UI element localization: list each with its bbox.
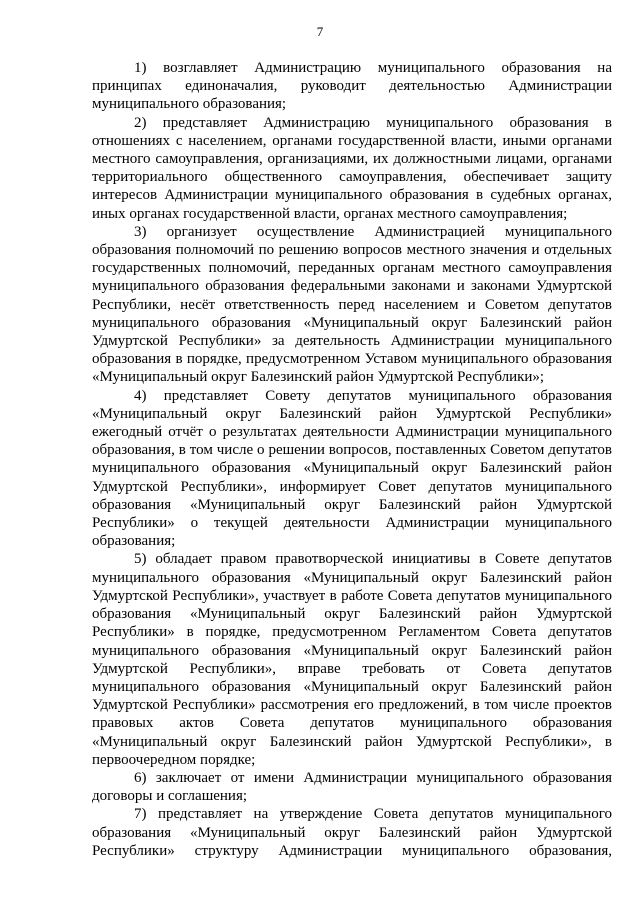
document-body [92, 59, 612, 860]
list-item-7: 7) представляет на утверждение Совета депутатов муниципального образования «Муниципальный округ Балезинский район Удмуртской Республики» структуру Администрации муниципального образования, [92, 806, 612, 859]
list-item-6: 6) заключает от имени Администрации муниципального образования договоры и соглашения; [92, 769, 612, 805]
list-item-1: 1) возглавляет Администрацию муниципального образования на принципах единоначалия, руководит деятельностью Администрации муниципального образования; [92, 60, 612, 113]
page-number: 7 [316, 24, 324, 39]
list-item-4: 4) представляет Совету депутатов муниципального образования «Муниципальный округ Балезинский район Удмуртской Республики» ежегодный отчёт о результатах деятельности Администрации муниципального образования, в том числе о решении вопросов, поставленных Советом депутатов муниципального образования «Муниципальный округ Балезинский район Удмуртской Республики», информирует Совет депутатов муниципального образования «Муниципальный округ Балезинский район Удмуртской Республики» о текущей деятельности Администрации муниципального образования; [92, 387, 612, 550]
list-item-2: 2) представляет Администрацию муниципального образования в отношениях с населением, органами государственной власти, иными органами местного самоуправления, организациями, их должностными лицами, органами территориального общественного самоуправления, обеспечивает защиту интересов Администрации муниципального образования в судебных органах, иных органах государственной власти, органах местного самоуправления; [92, 114, 612, 222]
list-item-5: 5) обладает правом правотворческой инициативы в Совете депутатов муниципального образования «Муниципальный округ Балезинский район Удмуртской Республики», участвует в работе Совета депутатов муниципального образования «Муниципальный округ Балезинский район Удмуртской Республики» в порядке, предусмотренном Регламентом Совета депутатов муниципального образования «Муниципальный округ Балезинский район Удмуртской Республики», вправе требовать от Совета депутатов муниципального образования «Муниципальный округ Балезинский район Удмуртской Республики» рассмотрения его предложений, в том числе проектов правовых актов Совета депутатов муниципального образования «Муниципальный округ Балезинский район Удмуртской Республики», в первоочередном порядке; [92, 551, 612, 768]
list-item-3: 3) организует осуществление Администрацией муниципального образования полномочий по решению вопросов местного значения и отдельных государственных полномочий, переданных органам местного самоуправления муниципального образования федеральными законами и законами Удмуртской Республики, несёт ответственность перед населением и Советом депутатов муниципального образования «Муниципальный округ Балезинский район Удмуртской Республики» за деятельность Администрации муниципального образования в порядке, предусмотренном Уставом муниципального образования «Муниципальный округ Балезинский район Удмуртской Республики»; [92, 223, 612, 386]
